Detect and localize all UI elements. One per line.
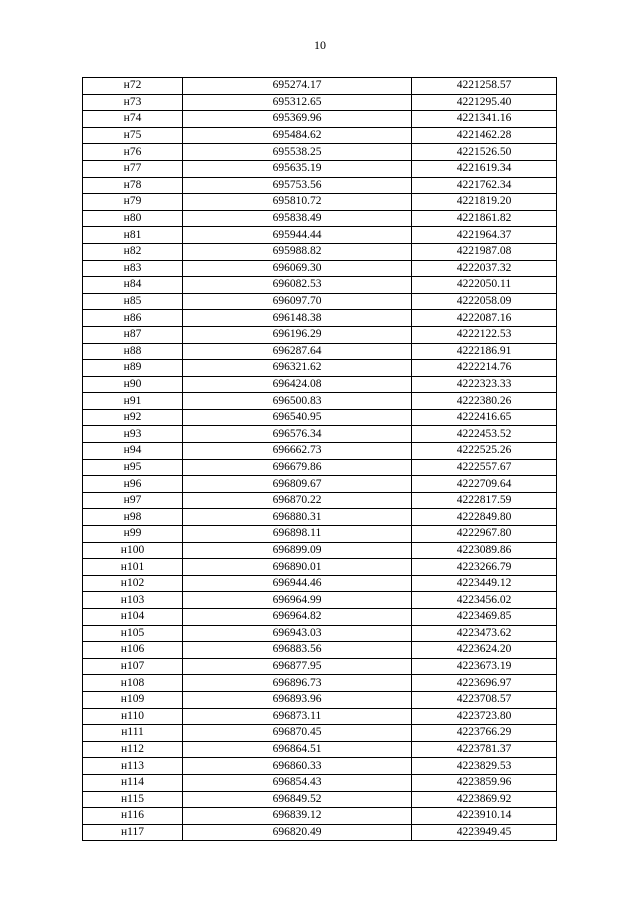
y-coordinate-cell: 4223266.79 xyxy=(412,559,557,576)
point-id-cell: н73 xyxy=(83,94,183,111)
x-coordinate-cell: 696576.34 xyxy=(183,426,412,443)
x-coordinate-cell: 696321.62 xyxy=(183,360,412,377)
point-id-cell: н91 xyxy=(83,393,183,410)
point-id-cell: н75 xyxy=(83,127,183,144)
point-id-cell: н100 xyxy=(83,542,183,559)
table-row xyxy=(83,277,557,294)
x-coordinate-cell: 696896.73 xyxy=(183,675,412,692)
y-coordinate-cell: 4223089.86 xyxy=(412,542,557,559)
table-row xyxy=(83,293,557,310)
table-row xyxy=(83,376,557,393)
table-row xyxy=(83,94,557,111)
y-coordinate-cell: 4222380.26 xyxy=(412,393,557,410)
y-coordinate-cell: 4223673.19 xyxy=(412,658,557,675)
x-coordinate-cell: 696148.38 xyxy=(183,310,412,327)
point-id-cell: н117 xyxy=(83,824,183,841)
table-row xyxy=(83,210,557,227)
point-id-cell: н84 xyxy=(83,277,183,294)
table-row xyxy=(83,725,557,742)
table-row xyxy=(83,243,557,260)
table-row xyxy=(83,509,557,526)
table-row xyxy=(83,360,557,377)
table-row xyxy=(83,824,557,841)
point-id-cell: н111 xyxy=(83,725,183,742)
point-id-cell: н109 xyxy=(83,691,183,708)
table-row xyxy=(83,260,557,277)
y-coordinate-cell: 4221341.16 xyxy=(412,111,557,128)
x-coordinate-cell: 695944.44 xyxy=(183,227,412,244)
x-coordinate-cell: 696854.43 xyxy=(183,774,412,791)
x-coordinate-cell: 696899.09 xyxy=(183,542,412,559)
y-coordinate-cell: 4221462.28 xyxy=(412,127,557,144)
point-id-cell: н104 xyxy=(83,609,183,626)
y-coordinate-cell: 4222087.16 xyxy=(412,310,557,327)
x-coordinate-cell: 696820.49 xyxy=(183,824,412,841)
y-coordinate-cell: 4221295.40 xyxy=(412,94,557,111)
x-coordinate-cell: 696864.51 xyxy=(183,741,412,758)
y-coordinate-cell: 4223766.29 xyxy=(412,725,557,742)
point-id-cell: н77 xyxy=(83,160,183,177)
y-coordinate-cell: 4222525.26 xyxy=(412,443,557,460)
table-row xyxy=(83,559,557,576)
x-coordinate-cell: 696877.95 xyxy=(183,658,412,675)
y-coordinate-cell: 4223449.12 xyxy=(412,575,557,592)
point-id-cell: н74 xyxy=(83,111,183,128)
table-row xyxy=(83,343,557,360)
point-id-cell: н90 xyxy=(83,376,183,393)
y-coordinate-cell: 4222323.33 xyxy=(412,376,557,393)
table-row xyxy=(83,227,557,244)
x-coordinate-cell: 696540.95 xyxy=(183,409,412,426)
table-row xyxy=(83,326,557,343)
y-coordinate-cell: 4221762.34 xyxy=(412,177,557,194)
x-coordinate-cell: 696870.45 xyxy=(183,725,412,742)
x-coordinate-cell: 696943.03 xyxy=(183,625,412,642)
x-coordinate-cell: 695369.96 xyxy=(183,111,412,128)
y-coordinate-cell: 4222214.76 xyxy=(412,360,557,377)
y-coordinate-cell: 4222050.11 xyxy=(412,277,557,294)
x-coordinate-cell: 696662.73 xyxy=(183,443,412,460)
point-id-cell: н81 xyxy=(83,227,183,244)
x-coordinate-cell: 695988.82 xyxy=(183,243,412,260)
y-coordinate-cell: 4222557.67 xyxy=(412,459,557,476)
table-row xyxy=(83,78,557,95)
x-coordinate-cell: 696097.70 xyxy=(183,293,412,310)
y-coordinate-cell: 4221964.37 xyxy=(412,227,557,244)
table-row xyxy=(83,691,557,708)
y-coordinate-cell: 4221987.08 xyxy=(412,243,557,260)
table-row xyxy=(83,160,557,177)
table-row xyxy=(83,492,557,509)
point-id-cell: н82 xyxy=(83,243,183,260)
table-row xyxy=(83,393,557,410)
table-row xyxy=(83,476,557,493)
x-coordinate-cell: 696880.31 xyxy=(183,509,412,526)
x-coordinate-cell: 696679.86 xyxy=(183,459,412,476)
point-id-cell: н83 xyxy=(83,260,183,277)
y-coordinate-cell: 4222416.65 xyxy=(412,409,557,426)
point-id-cell: н116 xyxy=(83,808,183,825)
point-id-cell: н114 xyxy=(83,774,183,791)
point-id-cell: н88 xyxy=(83,343,183,360)
table-row xyxy=(83,658,557,675)
x-coordinate-cell: 695538.25 xyxy=(183,144,412,161)
y-coordinate-cell: 4223910.14 xyxy=(412,808,557,825)
y-coordinate-cell: 4221819.20 xyxy=(412,194,557,211)
x-coordinate-cell: 695635.19 xyxy=(183,160,412,177)
coordinates-table xyxy=(82,77,557,841)
y-coordinate-cell: 4223859.96 xyxy=(412,774,557,791)
point-id-cell: н113 xyxy=(83,758,183,775)
point-id-cell: н96 xyxy=(83,476,183,493)
y-coordinate-cell: 4223456.02 xyxy=(412,592,557,609)
x-coordinate-cell: 696196.29 xyxy=(183,326,412,343)
table-row xyxy=(83,127,557,144)
point-id-cell: н99 xyxy=(83,526,183,543)
point-id-cell: н112 xyxy=(83,741,183,758)
y-coordinate-cell: 4221619.34 xyxy=(412,160,557,177)
x-coordinate-cell: 696873.11 xyxy=(183,708,412,725)
point-id-cell: н72 xyxy=(83,78,183,95)
table-row xyxy=(83,774,557,791)
point-id-cell: н101 xyxy=(83,559,183,576)
y-coordinate-cell: 4222058.09 xyxy=(412,293,557,310)
x-coordinate-cell: 696944.46 xyxy=(183,575,412,592)
y-coordinate-cell: 4222817.59 xyxy=(412,492,557,509)
table-row xyxy=(83,542,557,559)
point-id-cell: н85 xyxy=(83,293,183,310)
point-id-cell: н110 xyxy=(83,708,183,725)
table-row xyxy=(83,144,557,161)
y-coordinate-cell: 4221258.57 xyxy=(412,78,557,95)
table-row xyxy=(83,675,557,692)
y-coordinate-cell: 4223473.62 xyxy=(412,625,557,642)
x-coordinate-cell: 695810.72 xyxy=(183,194,412,211)
table-row xyxy=(83,310,557,327)
table-row xyxy=(83,609,557,626)
table-row xyxy=(83,642,557,659)
table-row xyxy=(83,741,557,758)
x-coordinate-cell: 696883.56 xyxy=(183,642,412,659)
x-coordinate-cell: 696964.82 xyxy=(183,609,412,626)
point-id-cell: н76 xyxy=(83,144,183,161)
point-id-cell: н80 xyxy=(83,210,183,227)
y-coordinate-cell: 4223723.80 xyxy=(412,708,557,725)
x-coordinate-cell: 696893.96 xyxy=(183,691,412,708)
table-row xyxy=(83,526,557,543)
x-coordinate-cell: 695312.65 xyxy=(183,94,412,111)
y-coordinate-cell: 4223696.97 xyxy=(412,675,557,692)
table-row xyxy=(83,194,557,211)
x-coordinate-cell: 696424.08 xyxy=(183,376,412,393)
x-coordinate-cell: 696849.52 xyxy=(183,791,412,808)
y-coordinate-cell: 4223708.57 xyxy=(412,691,557,708)
y-coordinate-cell: 4222849.80 xyxy=(412,509,557,526)
x-coordinate-cell: 696809.67 xyxy=(183,476,412,493)
table-row xyxy=(83,409,557,426)
y-coordinate-cell: 4222186.91 xyxy=(412,343,557,360)
point-id-cell: н97 xyxy=(83,492,183,509)
point-id-cell: н92 xyxy=(83,409,183,426)
y-coordinate-cell: 4222453.52 xyxy=(412,426,557,443)
x-coordinate-cell: 695838.49 xyxy=(183,210,412,227)
table-row xyxy=(83,625,557,642)
point-id-cell: н79 xyxy=(83,194,183,211)
point-id-cell: н94 xyxy=(83,443,183,460)
table-row xyxy=(83,443,557,460)
x-coordinate-cell: 696082.53 xyxy=(183,277,412,294)
table-row xyxy=(83,708,557,725)
x-coordinate-cell: 695753.56 xyxy=(183,177,412,194)
table-row xyxy=(83,791,557,808)
point-id-cell: н78 xyxy=(83,177,183,194)
table-row xyxy=(83,426,557,443)
x-coordinate-cell: 695484.62 xyxy=(183,127,412,144)
y-coordinate-cell: 4222967.80 xyxy=(412,526,557,543)
table-row xyxy=(83,575,557,592)
table-row xyxy=(83,177,557,194)
x-coordinate-cell: 696890.01 xyxy=(183,559,412,576)
x-coordinate-cell: 696860.33 xyxy=(183,758,412,775)
y-coordinate-cell: 4221861.82 xyxy=(412,210,557,227)
y-coordinate-cell: 4223781.37 xyxy=(412,741,557,758)
point-id-cell: н105 xyxy=(83,625,183,642)
table-row xyxy=(83,808,557,825)
x-coordinate-cell: 696500.83 xyxy=(183,393,412,410)
point-id-cell: н103 xyxy=(83,592,183,609)
point-id-cell: н108 xyxy=(83,675,183,692)
x-coordinate-cell: 696964.99 xyxy=(183,592,412,609)
table-row xyxy=(83,459,557,476)
y-coordinate-cell: 4222709.64 xyxy=(412,476,557,493)
x-coordinate-cell: 695274.17 xyxy=(183,78,412,95)
x-coordinate-cell: 696287.64 xyxy=(183,343,412,360)
y-coordinate-cell: 4223829.53 xyxy=(412,758,557,775)
point-id-cell: н89 xyxy=(83,360,183,377)
point-id-cell: н115 xyxy=(83,791,183,808)
point-id-cell: н106 xyxy=(83,642,183,659)
y-coordinate-cell: 4223869.92 xyxy=(412,791,557,808)
y-coordinate-cell: 4223949.45 xyxy=(412,824,557,841)
point-id-cell: н93 xyxy=(83,426,183,443)
x-coordinate-cell: 696898.11 xyxy=(183,526,412,543)
y-coordinate-cell: 4221526.50 xyxy=(412,144,557,161)
table-row xyxy=(83,758,557,775)
point-id-cell: н98 xyxy=(83,509,183,526)
x-coordinate-cell: 696839.12 xyxy=(183,808,412,825)
table-row xyxy=(83,111,557,128)
y-coordinate-cell: 4223469.85 xyxy=(412,609,557,626)
page-number: 10 xyxy=(314,38,326,52)
coordinates-table-body xyxy=(83,78,557,841)
point-id-cell: н102 xyxy=(83,575,183,592)
point-id-cell: н86 xyxy=(83,310,183,327)
point-id-cell: н95 xyxy=(83,459,183,476)
point-id-cell: н107 xyxy=(83,658,183,675)
table-row xyxy=(83,592,557,609)
point-id-cell: н87 xyxy=(83,326,183,343)
y-coordinate-cell: 4223624.20 xyxy=(412,642,557,659)
y-coordinate-cell: 4222037.32 xyxy=(412,260,557,277)
y-coordinate-cell: 4222122.53 xyxy=(412,326,557,343)
x-coordinate-cell: 696870.22 xyxy=(183,492,412,509)
x-coordinate-cell: 696069.30 xyxy=(183,260,412,277)
